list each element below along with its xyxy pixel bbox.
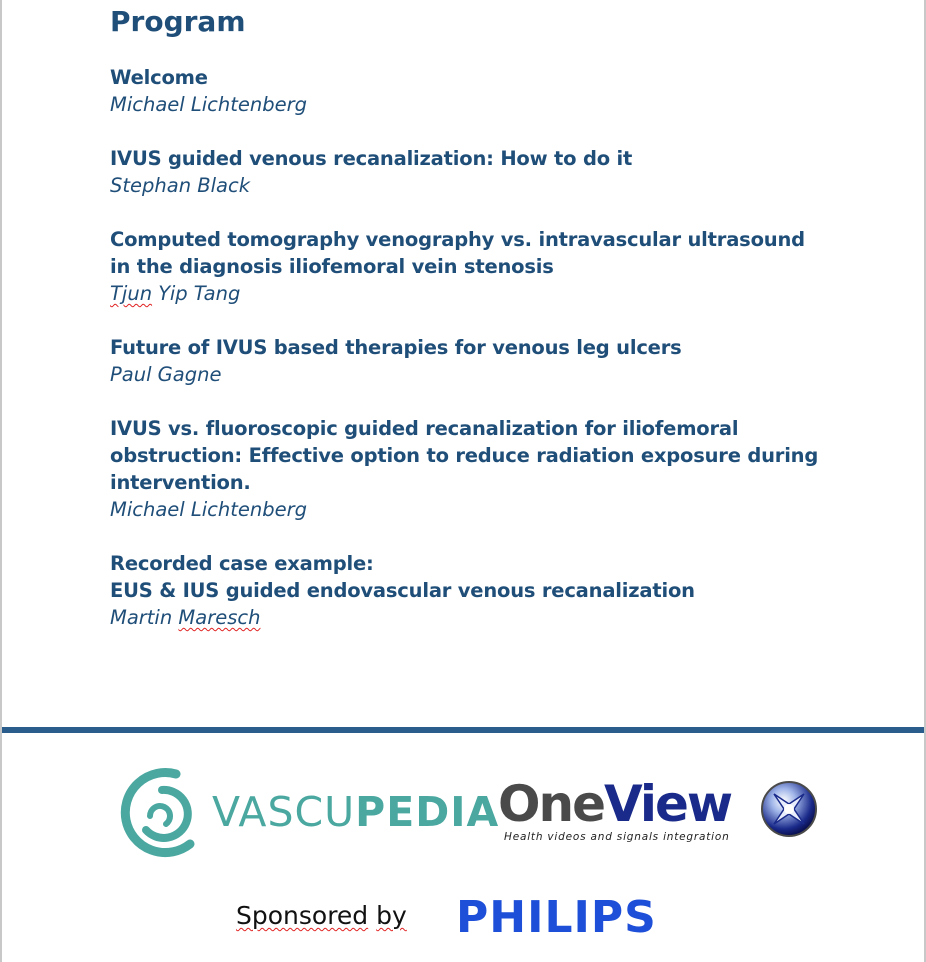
program-item-speaker bbox=[110, 604, 870, 631]
spellcheck-flagged-word[interactable]: Maresch bbox=[178, 606, 261, 629]
title-line: IVUS vs. fluoroscopic guided recanalization for iliofemoral bbox=[110, 417, 739, 440]
title-line: Computed tomography venography vs. intravascular ultrasound bbox=[110, 228, 805, 251]
title-line: Recorded case example: bbox=[110, 552, 374, 575]
title-line: EUS & IUS guided endovascular venous recanalization bbox=[110, 579, 695, 602]
program-item-title bbox=[110, 226, 870, 280]
program-item-title bbox=[110, 145, 870, 172]
spellcheck-flagged-word[interactable]: Sponsored bbox=[236, 901, 369, 930]
program-item-speaker: Paul Gagne bbox=[110, 363, 222, 386]
vascupedia-word-light: VASCU bbox=[212, 788, 356, 836]
sponsor-text bbox=[236, 901, 407, 930]
program-item bbox=[110, 226, 870, 307]
title-line: IVUS guided venous recanalization: How to do it bbox=[110, 147, 633, 170]
page-border-left bbox=[0, 0, 2, 962]
title-line: intervention. bbox=[110, 471, 251, 494]
program-item bbox=[110, 334, 870, 388]
vascupedia-swirl-icon bbox=[116, 766, 208, 861]
spellcheck-flagged-word[interactable]: by bbox=[376, 901, 407, 930]
program-item-title bbox=[110, 550, 870, 604]
program-item bbox=[110, 145, 870, 199]
program-item-title bbox=[110, 64, 870, 91]
speaker-name-first: Martin bbox=[110, 606, 179, 629]
spellcheck-flagged-word[interactable]: Tjun bbox=[110, 282, 153, 305]
program-item-speaker: Michael Lichtenberg bbox=[110, 498, 308, 521]
program-heading: Program bbox=[110, 5, 246, 38]
title-line: obstruction: Effective option to reduce radiation exposure during bbox=[110, 444, 819, 467]
oneview-globe-icon bbox=[760, 780, 818, 838]
program-item-title bbox=[110, 334, 870, 361]
oneview-tagline: Health videos and signals integration bbox=[504, 831, 730, 843]
program-item bbox=[110, 550, 870, 631]
title-line: Future of IVUS based therapies for venous leg ulcers bbox=[110, 336, 682, 359]
program-item bbox=[110, 415, 870, 523]
oneview-word-view: View bbox=[604, 775, 732, 833]
program-section bbox=[110, 0, 870, 658]
oneview-wordmark bbox=[498, 774, 731, 834]
philips-logo: PHILIPS bbox=[456, 892, 657, 943]
speaker-name-rest: Yip Tang bbox=[152, 282, 241, 305]
program-item bbox=[110, 64, 870, 118]
oneview-word-one: One bbox=[498, 775, 605, 833]
program-list bbox=[110, 64, 870, 631]
program-item-title bbox=[110, 415, 870, 496]
vascupedia-logo bbox=[116, 766, 500, 861]
oneview-logo bbox=[498, 774, 820, 850]
sponsor-line bbox=[236, 892, 696, 945]
title-line: in the diagnosis iliofemoral vein stenosis bbox=[110, 255, 554, 278]
program-item-speaker bbox=[110, 280, 870, 307]
program-item-speaker: Stephan Black bbox=[110, 174, 251, 197]
section-divider bbox=[2, 727, 924, 733]
program-item-speaker: Michael Lichtenberg bbox=[110, 93, 308, 116]
vascupedia-wordmark bbox=[212, 788, 499, 836]
title-line: Welcome bbox=[110, 66, 208, 89]
vascupedia-word-bold: PEDIA bbox=[355, 788, 500, 836]
